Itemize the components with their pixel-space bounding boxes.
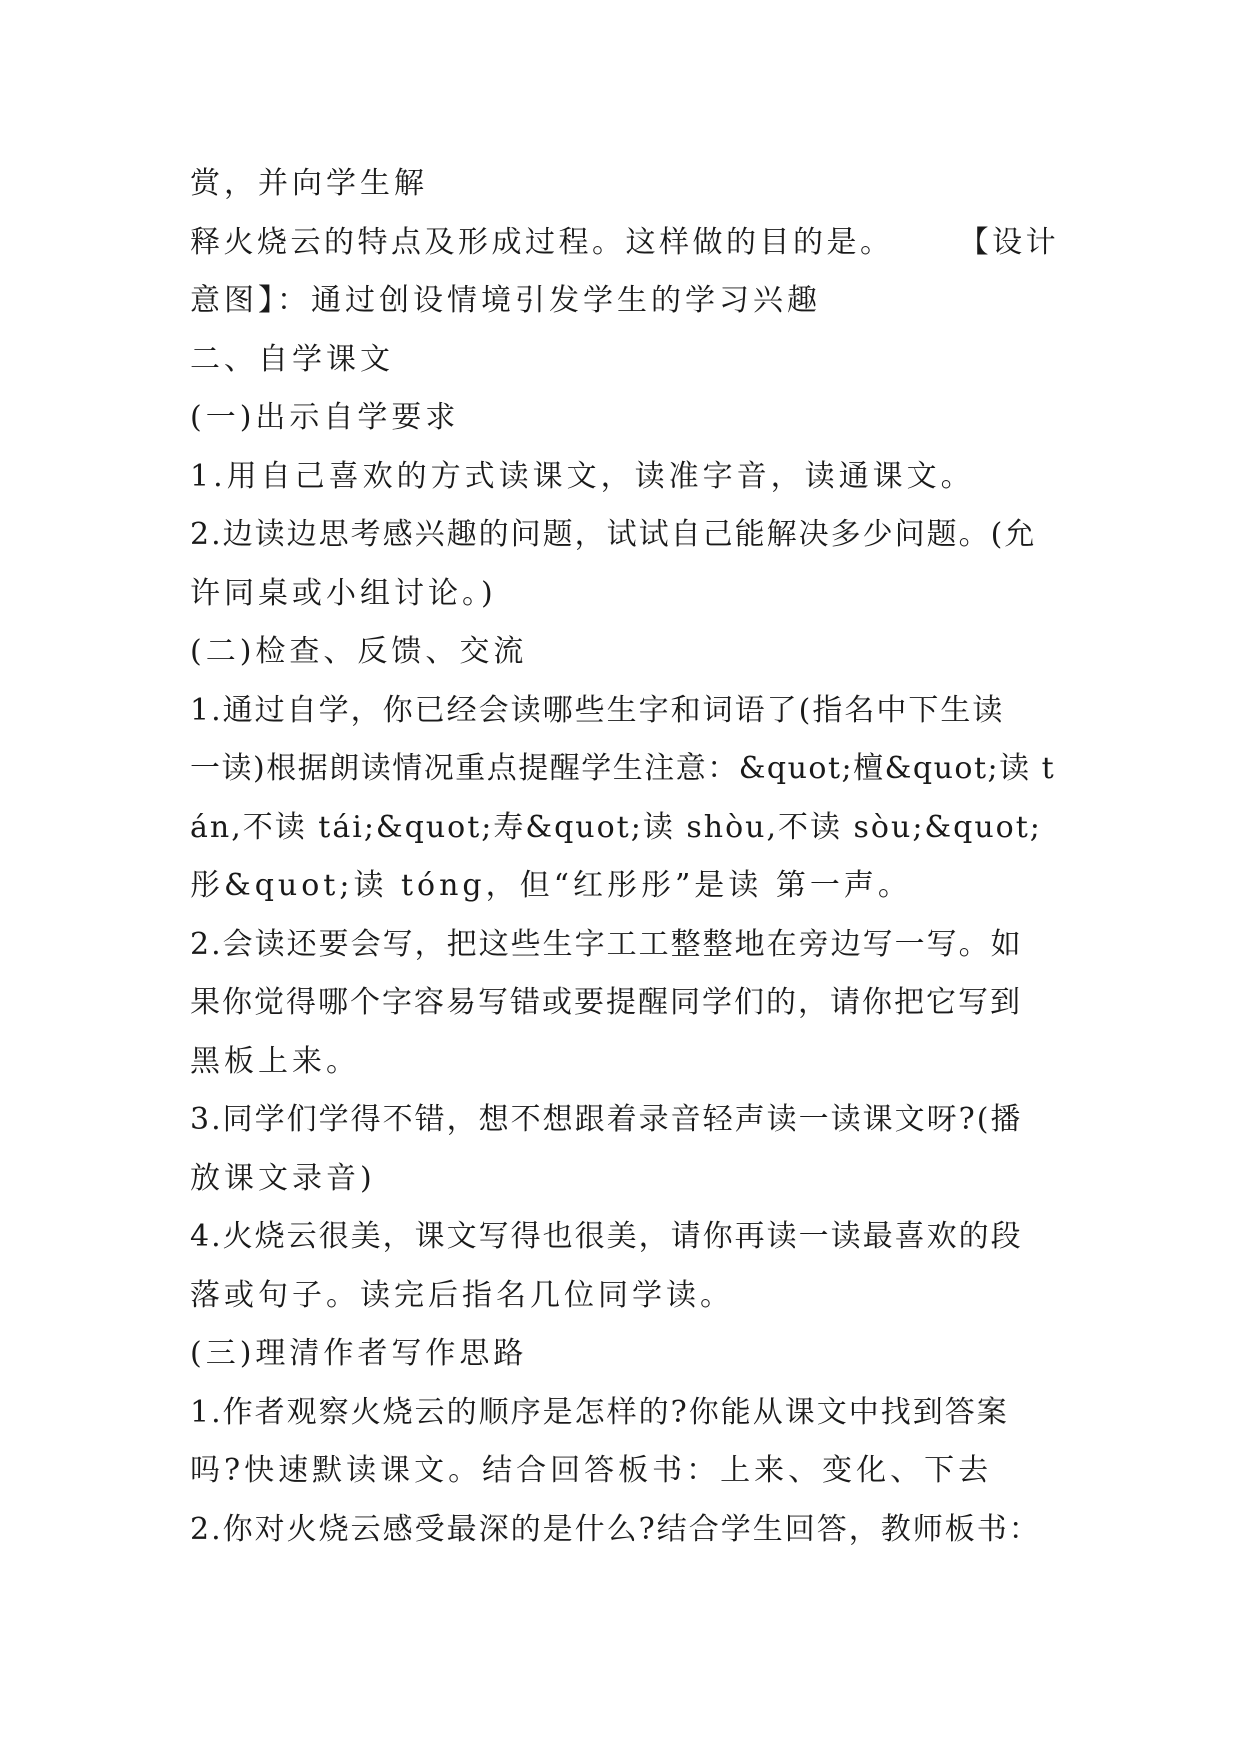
text-line: 1.用自己喜欢的方式读课文，读准字音，读通课文。: [190, 458, 975, 494]
document-page: [190, 155, 1060, 1559]
text-line: 一读)根据朗读情况重点提醒学生注意：&quot;檀&quot;读 t: [190, 751, 1056, 786]
subsection-heading: (一)出示自学要求: [190, 400, 460, 435]
text-line: 彤&quot;读 tóng，但“红彤彤”是读 第一声。: [190, 868, 912, 903]
section-heading: 二、自学课文: [190, 341, 394, 377]
text-line: 2.边读边思考感兴趣的问题，试试自己能解决多少问题。(允: [190, 517, 1037, 552]
text-line: 3.同学们学得不错，想不想跟着录音轻声读一读课文呀?(播: [190, 1102, 1023, 1137]
text-line: 果你觉得哪个字容易写错或要提醒同学们的，请你把它写到: [190, 985, 1022, 1020]
text-line: 释火烧云的特点及形成过程。这样做的目的是。 【设计: [190, 224, 1060, 260]
text-line: 1.作者观察火烧云的顺序是怎样的?你能从课文中找到答案: [190, 1394, 1009, 1430]
subsection-heading: (二)检查、反馈、交流: [190, 634, 528, 669]
subsection-heading: (三)理清作者写作思路: [190, 1336, 528, 1371]
text-line: 1.通过自学，你已经会读哪些生字和词语了(指名中下生读: [190, 692, 1005, 728]
text-line: 许同桌或小组讨论。): [190, 575, 497, 611]
text-line: 意图】：通过创设情境引发学生的学习兴趣: [190, 283, 821, 318]
text-line: 黑板上来。: [190, 1043, 360, 1079]
text-line: 落或句子。读完后指名几位同学读。: [190, 1277, 734, 1313]
text-line: 2.会读还要会写，把这些生字工工整整地在旁边写一写。如: [190, 926, 1023, 962]
text-line: 吗?快速默读课文。结合回答板书：上来、变化、下去: [190, 1453, 993, 1488]
text-line: 2.你对火烧云感受最深的是什么?结合学生回答，教师板书：: [190, 1511, 1041, 1547]
text-line: 赏，并向学生解: [190, 166, 428, 201]
text-line: 4.火烧云很美，课文写得也很美，请你再读一读最喜欢的段: [190, 1219, 1023, 1254]
text-line: 放课文录音): [190, 1160, 376, 1196]
text-line: án,不读 tái;&quot;寿&quot;读 shòu,不读 sòu;&quot;: [190, 809, 1042, 845]
